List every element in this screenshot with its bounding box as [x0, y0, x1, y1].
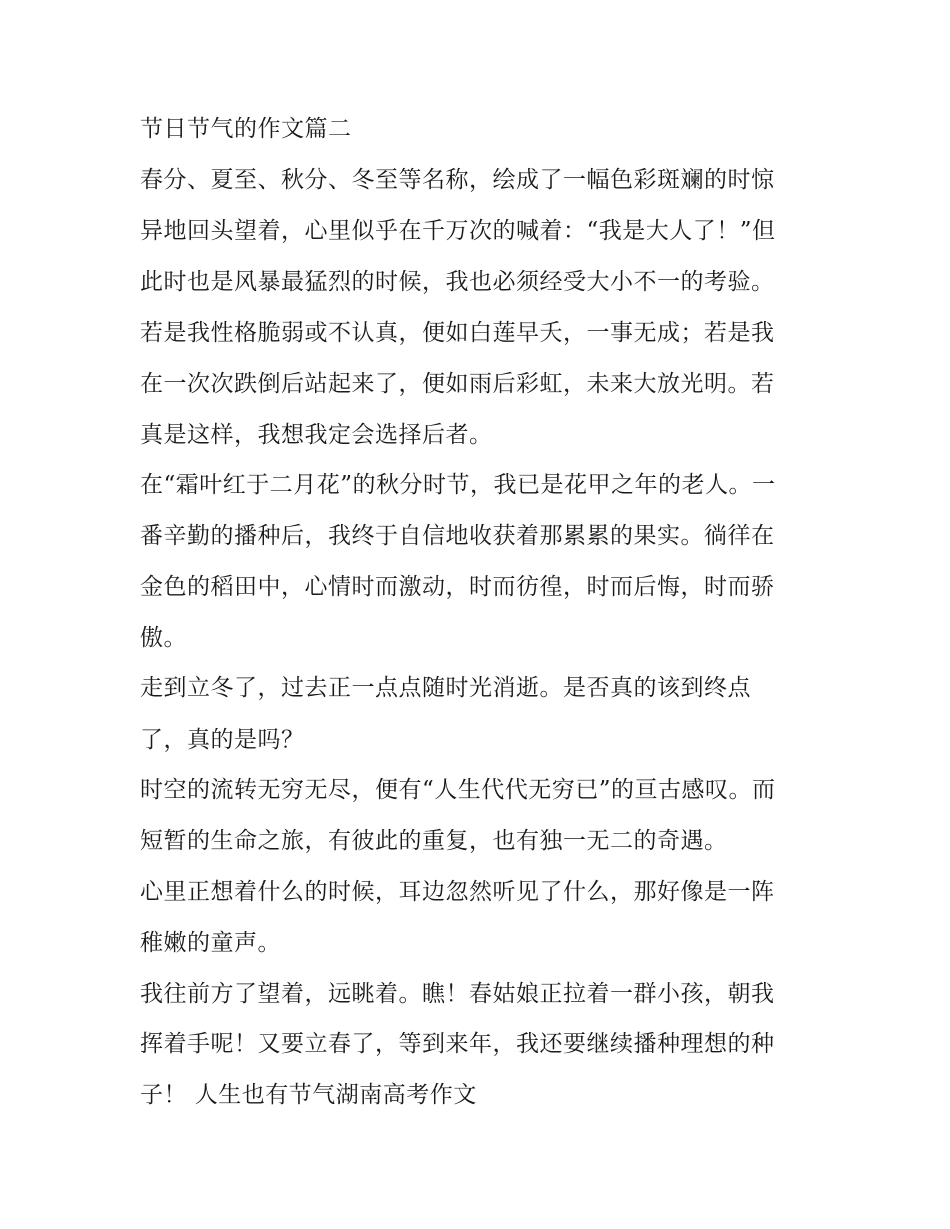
text-line: 心里正想着什么的时候，耳边忽然听见了什么，那好像是一阵 — [140, 879, 775, 905]
text-line: 在一次次跌倒后站起来了，便如雨后彩虹，未来大放光明。若 — [140, 371, 775, 397]
text-line: 傲。 — [140, 625, 187, 651]
text-line: 春分、夏至、秋分、冬至等名称，绘成了一幅色彩斑斓的时惊 — [140, 167, 775, 193]
text-line: 稚嫩的童声。 — [140, 930, 281, 956]
text-line: 短暂的生命之旅，有彼此的重复，也有独一无二的奇遇。 — [140, 828, 728, 854]
text-line: 在“霜叶红于二月花”的秋分时节，我已是花甲之年的老人。一 — [140, 472, 776, 498]
text-line: 走到立冬了，过去正一点点随时光消逝。是否真的该到终点 — [140, 675, 751, 701]
text-line: 了，真的是吗？ — [140, 727, 305, 753]
text-line: 此时也是风暴最猛烈的时候，我也必须经受大小不一的考验。 — [140, 269, 775, 295]
text-line: 异地回头望着，心里似乎在千万次的喊着：“我是大人了！”但 — [140, 218, 776, 244]
document-title: 节日节气的作文篇二 — [140, 116, 352, 142]
text-line: 金色的稻田中，心情时而激动，时而彷徨，时而后悔，时而骄 — [140, 574, 775, 600]
text-line: 时空的流转无穷无尽，便有“人生代代无穷已”的亘古感叹。而 — [140, 777, 776, 803]
text-line: 若是我性格脆弱或不认真，便如白莲早夭，一事无成；若是我 — [140, 320, 775, 346]
text-line: 挥着手呢！又要立春了，等到来年，我还要继续播种理想的种 — [140, 1031, 775, 1057]
text-line: 我往前方了望着，远眺着。瞧！春姑娘正拉着一群小孩，朝我 — [140, 981, 775, 1007]
text-line: 子！ 人生也有节气湖南高考作文 — [140, 1082, 477, 1108]
text-line: 番辛勤的播种后，我终于自信地收获着那累累的果实。徜徉在 — [140, 523, 775, 549]
text-line: 真是这样，我想我定会选择后者。 — [140, 422, 493, 448]
